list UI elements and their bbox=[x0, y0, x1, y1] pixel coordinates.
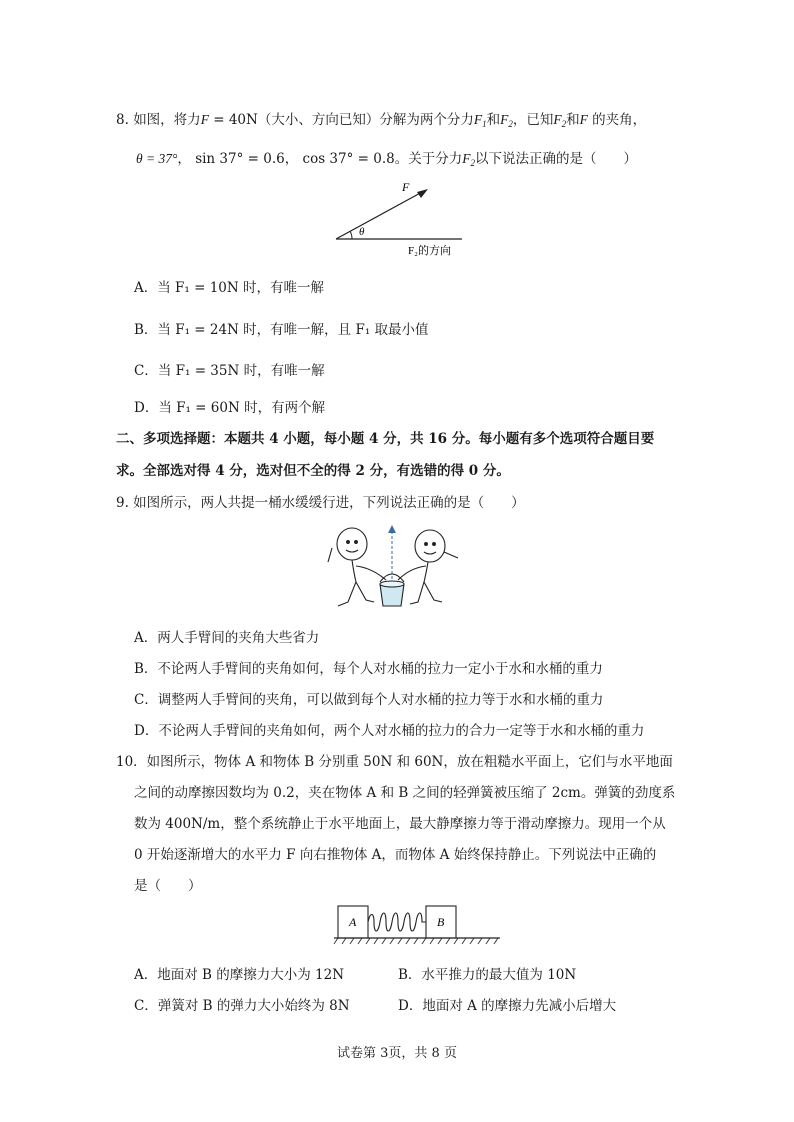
q9-option-c: C．调整两人手臂间的夹角，可以做到每个人对水桶的拉力等于水和水桶的重力 bbox=[134, 692, 604, 708]
q8-line1: 8. 如图，将力F = 40N（大小、方向已知）分解为两个分力$F_1$和$F_2$，已知$F_2$和F 的夹角， bbox=[116, 112, 647, 129]
q8-force-diagram bbox=[330, 178, 470, 260]
q9-stem: 9. 如图所示，两人共提一桶水缓缓行进，下列说法正确的是（ ） bbox=[116, 495, 525, 511]
left-person bbox=[328, 528, 386, 606]
angle-arc bbox=[350, 231, 352, 239]
page-footer: 试卷第 3页，共 8 页 bbox=[337, 1046, 457, 1061]
ground-hatching bbox=[334, 938, 498, 944]
q10-line5: 是（ ） bbox=[134, 878, 202, 894]
q8-line2: θ = 37°， sin 37° = 0.6， cos 37° = 0.8。关于分力$F_2$以下说法正确的是（ ） bbox=[136, 151, 637, 168]
label-block-b: B bbox=[437, 915, 445, 929]
q10-spring-figure bbox=[332, 902, 502, 950]
q8-option-d: D．当 F₁ = 60N 时，有两个解 bbox=[134, 400, 326, 416]
q10-option-c: C．弹簧对 B 的弹力大小始终为 8N bbox=[134, 998, 350, 1014]
formula-F-40N: F bbox=[200, 112, 209, 127]
cos-value: cos 37° = 0.8 bbox=[302, 151, 395, 167]
q10-option-d: D．地面对 A 的摩擦力先减小后增大 bbox=[398, 998, 617, 1014]
q10-line1: 10．如图所示，物体 A 和物体 B 分别重 50N 和 60N，放在粗糙水平面上，它们与水平地面 bbox=[116, 754, 673, 770]
right-person bbox=[398, 530, 458, 604]
label-block-a: A bbox=[349, 915, 357, 929]
q10-line4: 0 开始逐渐增大的水平力 F 向右推物体 A，而物体 A 始终保持静止。下列说法中正确的 bbox=[134, 847, 657, 863]
q10-option-b: B．水平推力的最大值为 10N bbox=[398, 967, 577, 983]
section2-line1: 二、多项选择题：本题共 4 小题，每小题 4 分，共 16 分。每小题有多个选项符合题目要 bbox=[116, 431, 655, 447]
arrowhead-icon bbox=[388, 525, 396, 533]
q10-line2: 之间的动摩擦因数均为 0.2，夹在物体 A 和 B 之间的轻弹簧被压缩了 2cm。弹簧的劲度系 bbox=[134, 785, 676, 801]
sin-value: sin 37° = 0.6 bbox=[195, 151, 285, 167]
label-theta: θ bbox=[359, 226, 365, 238]
q8-option-c: C．当 F₁ = 35N 时，有唯一解 bbox=[134, 363, 325, 379]
q10-line3: 数为 400N/m，整个系统静止于水平地面上，最大静摩擦力等于滑动摩擦力。现用一个从 bbox=[134, 816, 666, 832]
arrowhead-icon bbox=[417, 189, 428, 198]
label-F: F bbox=[402, 180, 410, 194]
q9-bucket-figure bbox=[326, 522, 462, 614]
q8-option-b: B．当 F₁ = 24N 时，有唯一解，且 F₁ 取最小值 bbox=[134, 322, 429, 338]
spring bbox=[368, 913, 426, 931]
q10-option-a: A．地面对 B 的摩擦力大小为 12N bbox=[134, 967, 345, 983]
q8-option-a: A．当 F₁ = 10N 时，有唯一解 bbox=[134, 280, 324, 296]
q9-option-b: B．不论两人手臂间的夹角如何，每个人对水桶的拉力一定小于水和水桶的重力 bbox=[134, 661, 603, 677]
q8-number: 8. bbox=[116, 112, 129, 128]
section2-line2: 求。全部选对得 4 分，选对但不全的得 2 分，有选错的得 0 分。 bbox=[116, 463, 510, 479]
q9-option-a: A．两人手臂间的夹角大些省力 bbox=[134, 630, 320, 646]
force-f-arrow bbox=[336, 191, 424, 239]
q9-option-d: D．不论两人手臂间的夹角如何，两个人对水桶的拉力的合力一定等于水和水桶的重力 bbox=[134, 723, 645, 739]
theta-value: θ = 37° bbox=[136, 151, 178, 166]
label-f2-direction: F₂的方向 bbox=[408, 245, 451, 257]
